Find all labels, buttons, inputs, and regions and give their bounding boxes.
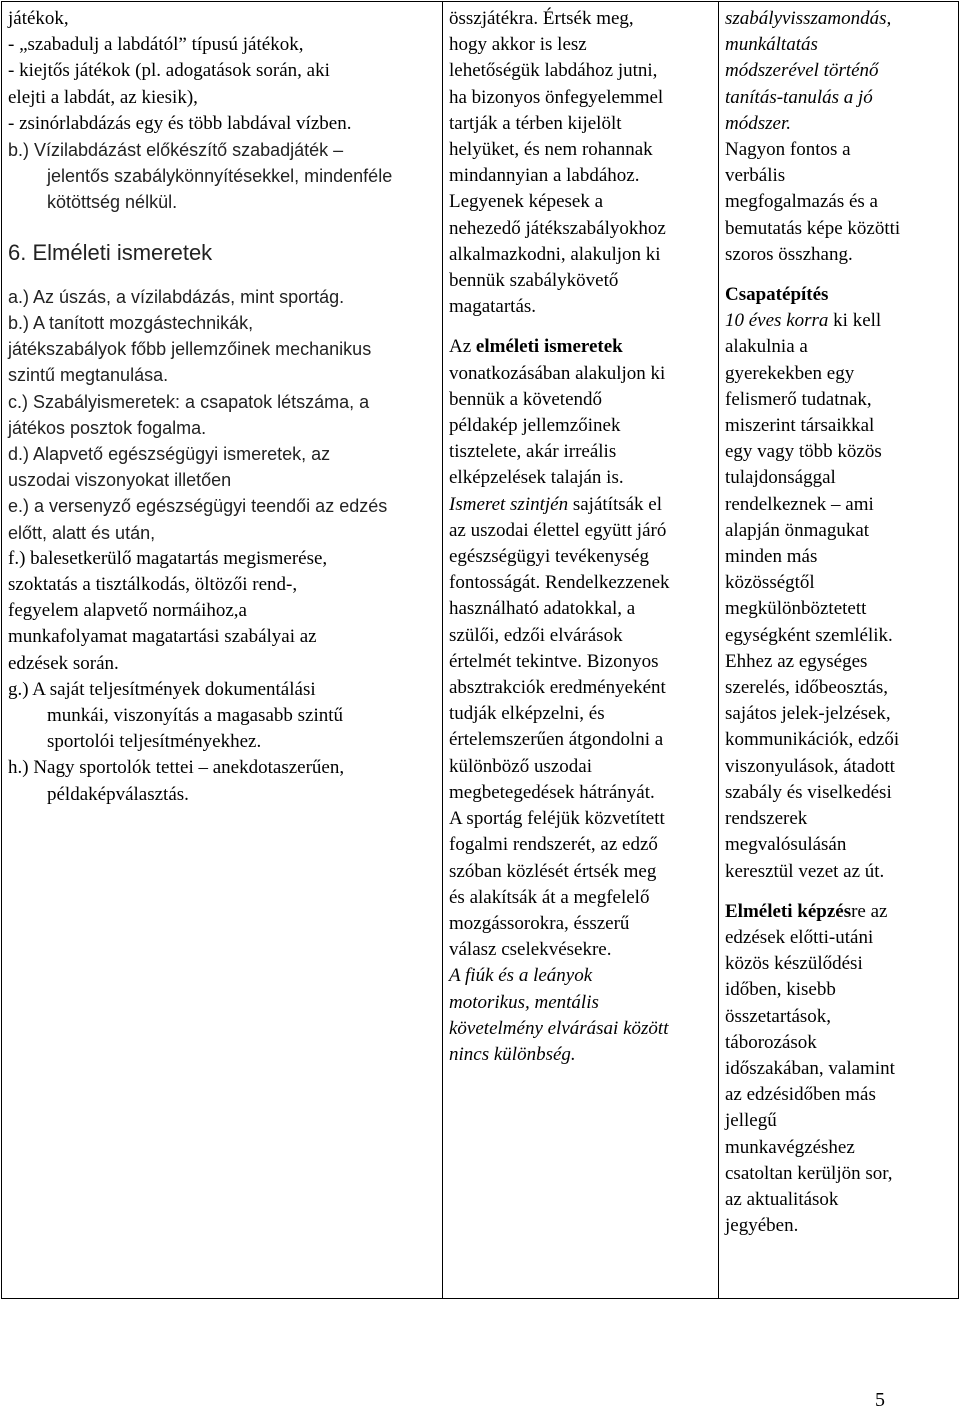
text-line: játékos posztok fogalma.	[8, 417, 207, 438]
text-line: szintű megtanulása.	[8, 365, 169, 386]
text-line	[725, 308, 950, 334]
bold-heading: Csapatépítés	[725, 284, 829, 306]
text-line: - „szabadulj a labdától” típusú játékok,	[8, 34, 304, 56]
text-fragment: re az	[851, 900, 888, 922]
italic-term: 10 éves korra	[725, 310, 829, 332]
text-line: szülői, edzői elvárások	[449, 624, 623, 646]
paragraph-cooperation	[449, 6, 714, 320]
text-line: egészségügyi tevékenység	[449, 546, 649, 568]
text-line: - zsinórlabdázás egy és több labdával vízben.	[8, 112, 352, 134]
item-h	[8, 755, 436, 807]
text-line: c.) Szabályismeretek: a csapatok létszáma, a	[8, 391, 370, 412]
text-line: az uszodai élettel együtt járó	[449, 519, 667, 541]
text-line: gyerekekben egy	[725, 362, 855, 384]
text-line: jegyében.	[725, 1215, 799, 1237]
text-line: elképzelések talaján is.	[449, 467, 624, 489]
text-line: magatartás.	[449, 296, 537, 318]
item-b-preparatory-game	[8, 137, 436, 216]
text-line: válasz cselekvésekre.	[449, 939, 612, 961]
text-fragment: ki kell	[828, 310, 882, 332]
text-line	[449, 334, 714, 360]
text-line: tisztelete, akár irreális	[449, 441, 617, 463]
bold-term: Elméleti képzés	[725, 900, 852, 922]
text-line: munkafolyamat magatartási szabályai az	[8, 626, 317, 648]
text-line: megvalósulásán	[725, 834, 847, 856]
item-g	[8, 677, 436, 756]
text-line: keresztül vezet az út.	[725, 860, 885, 882]
text-line: mozgássorokra, ésszerű	[449, 912, 630, 934]
text-line: nincs különbség.	[449, 1043, 576, 1065]
text-line: példaképválasztás.	[47, 783, 189, 805]
text-line	[725, 899, 950, 925]
text-line: elejti a labdát, az kiesik),	[8, 86, 198, 108]
text-line: minden más	[725, 546, 818, 568]
text-line: kommunikációk, edzői	[725, 729, 900, 751]
text-line: játékok,	[8, 8, 69, 29]
text-line: táborozások	[725, 1031, 817, 1053]
text-line: alapján önmagukat	[725, 519, 870, 541]
text-line: különböző uszodai	[449, 755, 593, 777]
text-line: használható adatokkal, a	[449, 598, 636, 620]
paragraph-method	[725, 6, 950, 268]
text-line: megbetegedések hátrányát.	[449, 781, 655, 803]
text-line: - kiejtős játékok (pl. adogatások során, aki	[8, 60, 330, 82]
text-line: az edzésidőben más	[725, 1084, 876, 1106]
text-line: szoros összhang.	[725, 243, 853, 265]
text-line: előtt, alatt és után,	[8, 522, 156, 543]
text-line: időszakában, valamint	[725, 1057, 895, 1079]
text-line: csatoltan kerüljön sor,	[725, 1162, 893, 1184]
text-line: ha bizonyos önfegyelemmel	[449, 86, 664, 108]
text-line: edzések során.	[8, 652, 119, 674]
text-line: módszerével történő	[725, 60, 879, 82]
paragraph-team-building	[725, 282, 950, 885]
text-line: sportolói teljesítményekhez.	[47, 731, 262, 753]
text-line: követelmény elvárásai között	[449, 1017, 669, 1039]
text-line: motorikus, mentális	[449, 991, 599, 1013]
text-line: szóban közlését értsék meg	[449, 860, 657, 882]
text-line: mindannyian a labdához.	[449, 165, 640, 187]
text-line: d.) Alapvető egészségügyi ismeretek, az	[8, 444, 331, 465]
text-line: A fiúk és a leányok	[449, 965, 593, 987]
page-number: 5	[875, 1389, 885, 1411]
text-line: verbális	[725, 165, 786, 187]
text-line: tartják a térben kijelölt	[449, 112, 622, 134]
text-line	[449, 492, 714, 518]
text-line: összetartások,	[725, 1005, 832, 1027]
item-f	[8, 546, 436, 677]
paragraph-gender-note	[449, 963, 714, 1068]
text-line: absztrakciók eredményeként	[449, 677, 666, 699]
text-line: az aktualitások	[725, 1188, 839, 1210]
paragraph-theory-goals	[449, 334, 714, 963]
text-line: alakulnia a	[725, 336, 808, 358]
text-line: viszonyulások, átadott	[725, 755, 895, 777]
text-line: szabályvisszamondás,	[725, 8, 892, 29]
text-line: és alakítsák át a megfelelő	[449, 886, 650, 908]
text-line: tulajdonsággal	[725, 467, 836, 489]
text-line: fontosságát. Rendelkezzenek	[449, 572, 670, 594]
text-line: összjátékra. Értsék meg,	[449, 8, 634, 29]
text-line: megfogalmazás és a	[725, 191, 878, 213]
text-line: alkalmazkodni, alakuljon ki	[449, 243, 661, 265]
text-line: helyüket, és nem rohannak	[449, 139, 653, 161]
column-goals	[443, 2, 719, 1299]
text-line: értelemszerűen átgondolni a	[449, 729, 664, 751]
text-line: edzések előtti-utáni	[725, 926, 874, 948]
text-line: vonatkozásában alakuljon ki	[449, 362, 666, 384]
column-methods	[719, 2, 959, 1299]
text-line: felismerő tudatnak,	[725, 388, 872, 410]
text-line: bennük a követendő	[449, 388, 603, 410]
text-line: Ehhez az egységes	[725, 650, 868, 672]
text-line: munkái, viszonyítás a magasabb szintű	[47, 705, 344, 727]
text-line: rendszerek	[725, 808, 808, 830]
theory-list	[8, 284, 436, 546]
text-line: tudják elképzelni, és	[449, 703, 605, 725]
text-line: b.) A tanított mozgástechnikák,	[8, 313, 254, 334]
text-line: hogy akkor is lesz	[449, 34, 587, 56]
text-line: a.) Az úszás, a vízilabdázás, mint sportág.	[8, 286, 345, 307]
text-line: uszodai viszonyokat illetően	[8, 470, 232, 491]
text-line: Nagyon fontos a	[725, 139, 851, 161]
text-fragment: Az	[449, 336, 476, 358]
text-line: e.) a versenyző egészségügyi teendői az edzés	[8, 496, 388, 517]
text-line: értelmét tekintve. Bizonyos	[449, 650, 659, 672]
section-heading: 6. Elméleti ismeretek	[8, 239, 213, 265]
text-line: f.) balesetkerülő magatartás megismerése,	[8, 547, 328, 569]
text-line: szerelés, időbeosztás,	[725, 677, 889, 699]
text-line: példakép jellemzőinek	[449, 415, 621, 437]
text-line: Legyenek képesek a	[449, 191, 604, 213]
text-line: sajátos jelek-jelzések,	[725, 703, 891, 725]
bold-term: elméleti ismeretek	[475, 336, 623, 358]
text-line: kötöttség nélkül.	[47, 192, 178, 213]
intro-list	[8, 6, 436, 137]
text-line: g.) A saját teljesítmények dokumentálási	[8, 678, 316, 700]
text-line: b.) Vízilabdázást előkészítő szabadjáték –	[8, 140, 344, 161]
text-fragment: sajátítsák el	[568, 493, 663, 515]
text-line: szoktatás a tisztálkodás, öltözői rend-,	[8, 574, 298, 596]
text-line: bennük szabálykövető	[449, 270, 619, 292]
column-content	[2, 2, 443, 1299]
text-line: egy vagy több közös	[725, 441, 882, 463]
italic-term: Ismeret szintjén	[449, 493, 569, 515]
text-line: fogalmi rendszerét, az edző	[449, 834, 658, 856]
text-line: bemutatás képe közötti	[725, 217, 901, 239]
text-line: szabály és viselkedési	[725, 781, 892, 803]
text-line: megkülönböztetett	[725, 598, 867, 620]
paragraph-theory-training	[725, 899, 950, 1240]
text-line: munkavégzéshez	[725, 1136, 855, 1158]
text-line: egységként szemlélik.	[725, 624, 893, 646]
text-line: nehezedő játékszabályokhoz	[449, 217, 666, 239]
text-line: jelentős szabálykönnyítésekkel, mindenféle	[47, 166, 393, 187]
text-line: rendelkeznek – ami	[725, 493, 874, 515]
curriculum-table	[1, 1, 959, 1299]
text-line: munkáltatás	[725, 34, 818, 56]
text-line: A sportág feléjük közvetített	[449, 808, 665, 830]
text-line: közös készülődési	[725, 953, 863, 975]
text-line: időben, kisebb	[725, 979, 836, 1001]
text-line: miszerint társaikkal	[725, 415, 875, 437]
text-line: h.) Nagy sportolók tettei – anekdotaszerűen,	[8, 757, 345, 779]
text-line: jellegű	[725, 1110, 777, 1132]
text-line: játékszabályok főbb jellemzőinek mechanikus	[8, 339, 372, 360]
text-line: fegyelem alapvető normáihoz,a	[8, 600, 247, 622]
text-line: közösségtől	[725, 572, 815, 594]
text-line: tanítás-tanulás a jó	[725, 86, 873, 108]
text-line: módszer.	[725, 112, 791, 134]
text-line: lehetőségük labdához jutni,	[449, 60, 658, 82]
